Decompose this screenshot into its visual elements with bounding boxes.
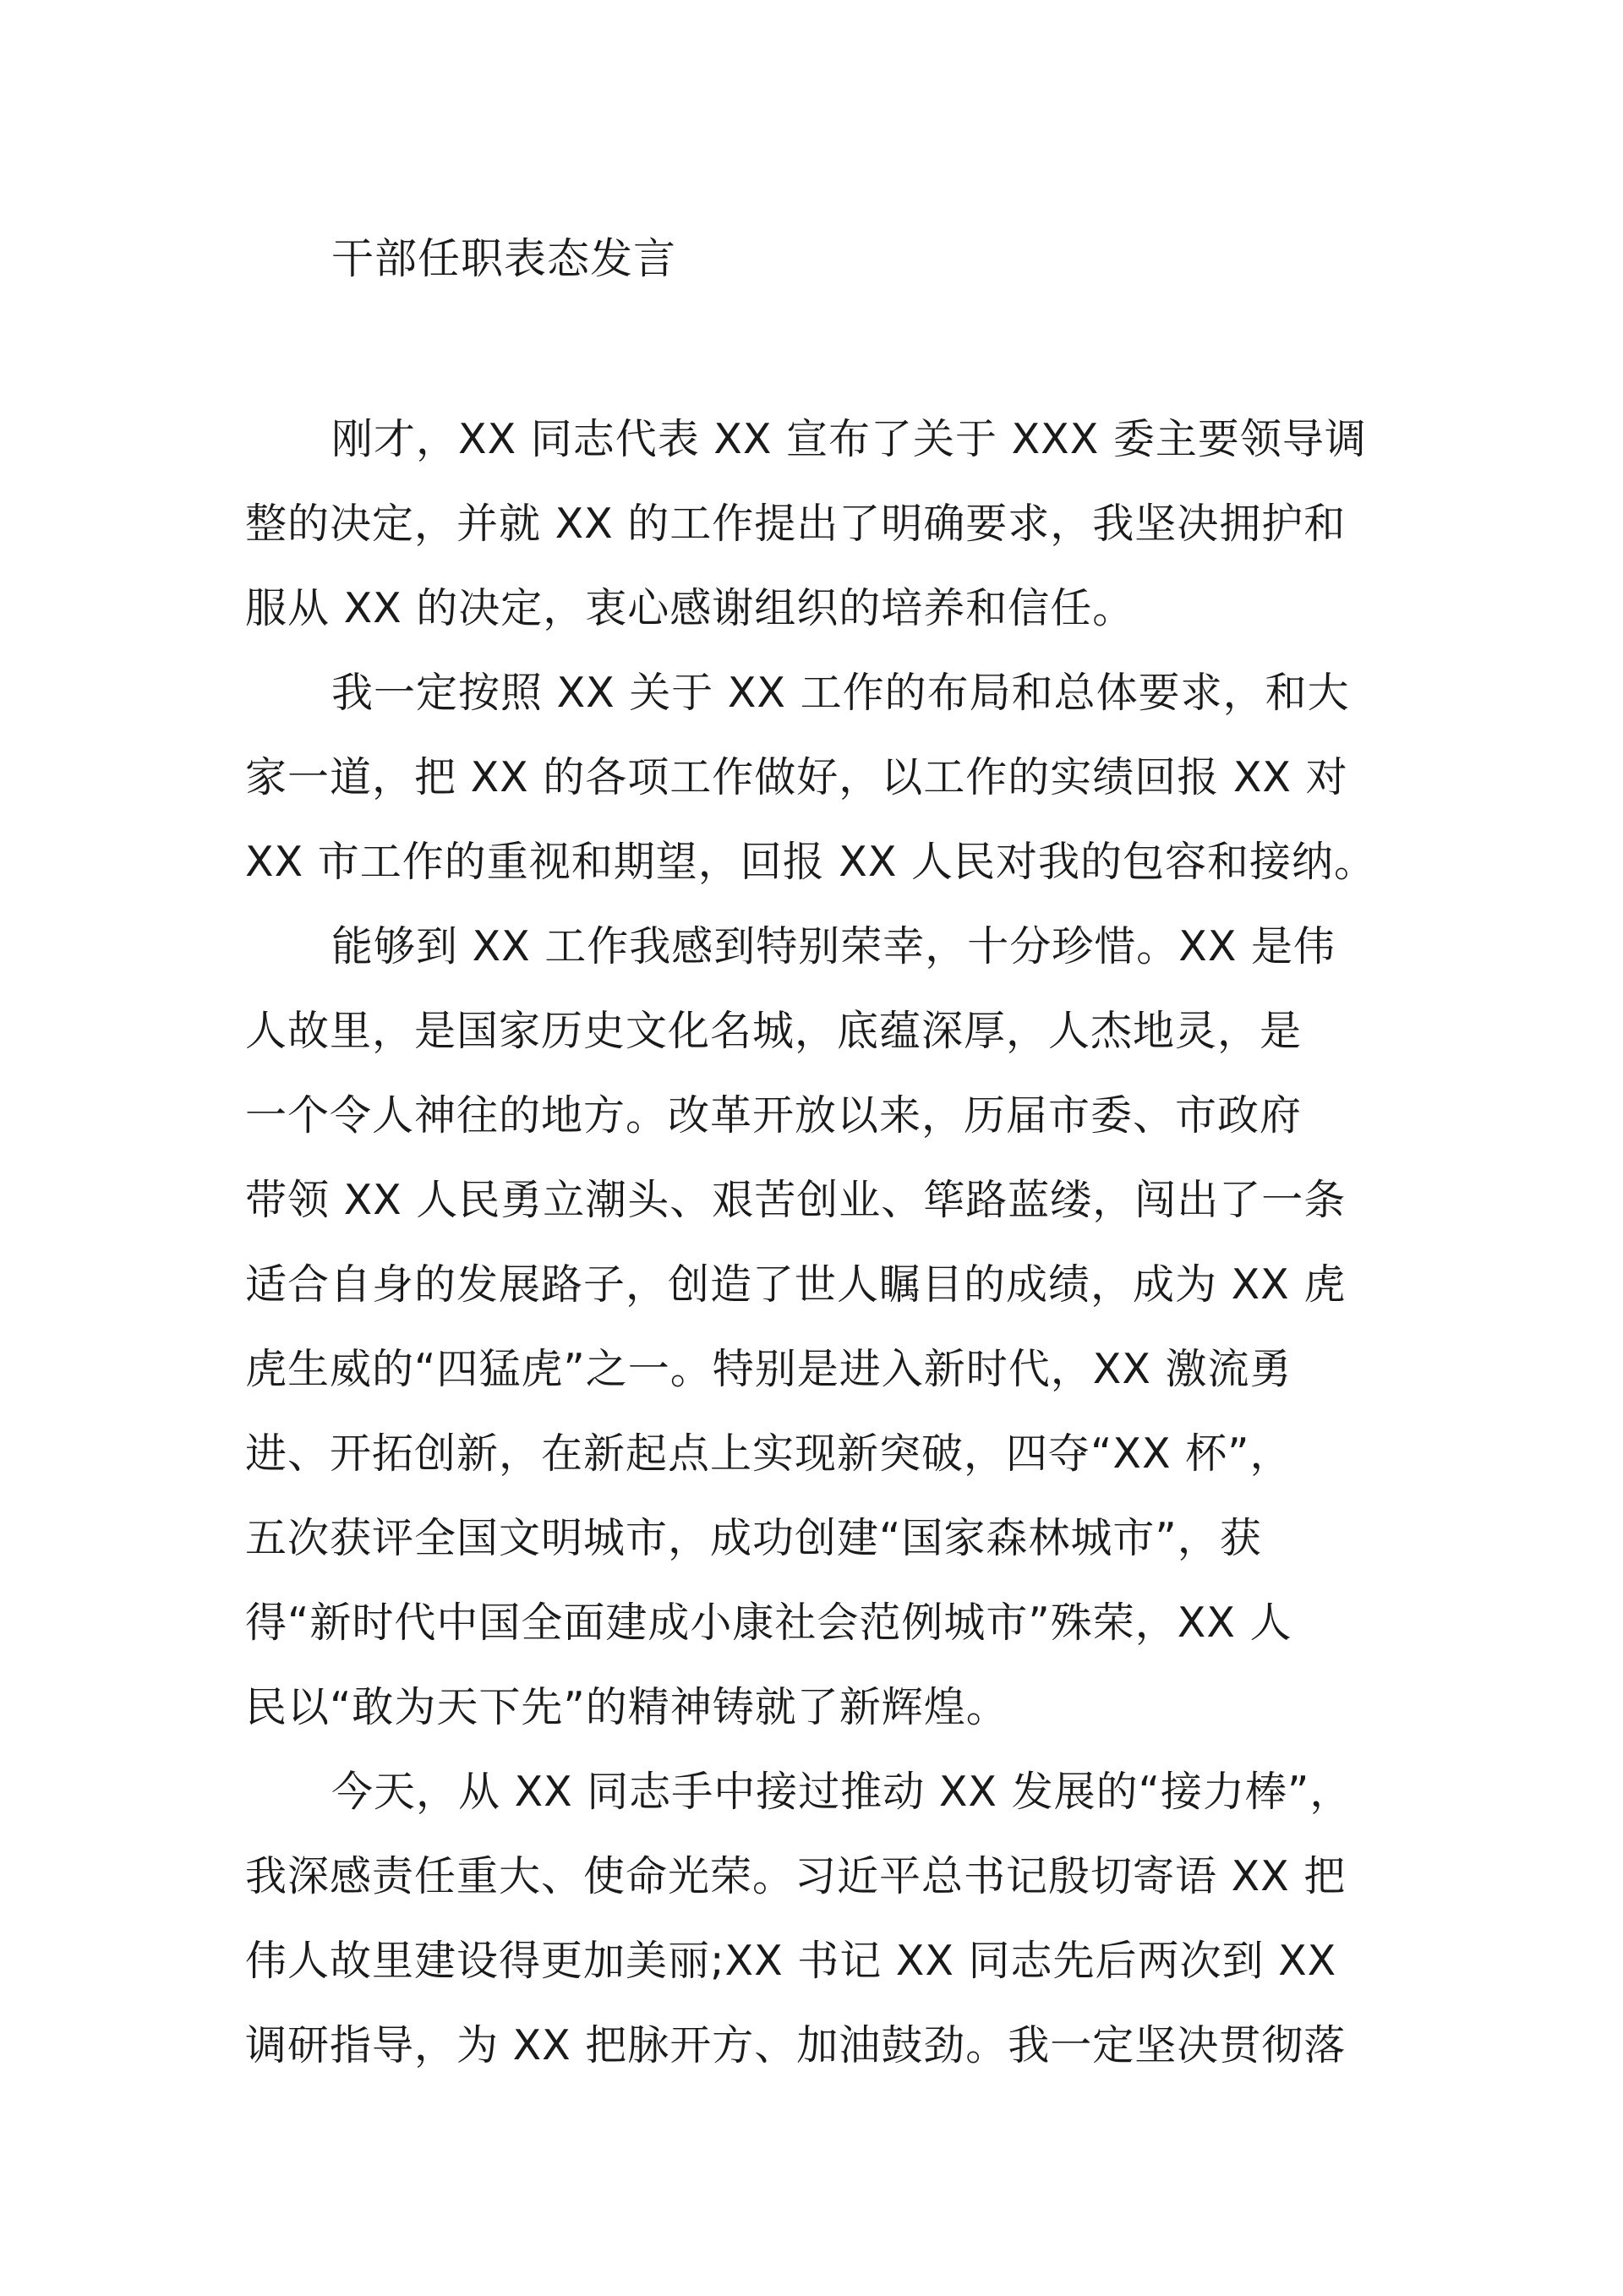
text-line: 五次获评全国文明城市，成功创建“国家森林城市”，获 bbox=[245, 1514, 1262, 1562]
text-line: 得“新时代中国全面建成小康社会范例城市”殊荣，XX 人 bbox=[245, 1599, 1292, 1647]
text-line: 调研指导，为 XX 把脉开方、加油鼓劲。我一定坚决贯彻落 bbox=[245, 2021, 1347, 2069]
text-line: 刚才，XX 同志代表 XX 宣布了关于 XXX 委主要领导调 bbox=[331, 415, 1367, 463]
text-line: 我一定按照 XX 关于 XX 工作的布局和总体要求，和大 bbox=[331, 669, 1350, 717]
paragraph-2 bbox=[245, 651, 1395, 905]
text-line: 家一道，把 XX 的各项工作做好，以工作的实绩回报 XX 对 bbox=[245, 753, 1348, 801]
text-line: 带领 XX 人民勇立潮头、艰苦创业、筚路蓝缕，闯出了一条 bbox=[245, 1176, 1347, 1224]
text-line: 适合自身的发展路子，创造了世人瞩目的成绩，成为 XX 虎 bbox=[245, 1260, 1347, 1309]
text-line: 整的决定，并就 XX 的工作提出了明确要求，我坚决拥护和 bbox=[245, 500, 1347, 548]
text-line: 一个令人神往的地方。改革开放以来，历届市委、市政府 bbox=[245, 1091, 1303, 1140]
document-body bbox=[245, 397, 1395, 2088]
text-line: 虎生威的“四猛虎”之一。特别是进入新时代，XX 激流勇 bbox=[245, 1345, 1292, 1393]
document-title: 干部任职表态发言 bbox=[331, 234, 676, 283]
text-line: 我深感责任重大、使命光荣。习近平总书记殷切寄语 XX 把 bbox=[245, 1852, 1347, 1900]
text-line: 能够到 XX 工作我感到特别荣幸，十分珍惜。XX 是伟 bbox=[331, 922, 1336, 970]
paragraph-3 bbox=[245, 905, 1395, 1750]
text-line: 伟人故里建设得更加美丽;XX 书记 XX 同志先后两次到 XX bbox=[245, 1937, 1337, 1985]
text-line: 人故里，是国家历史文化名城，底蕴深厚，人杰地灵，是 bbox=[245, 1007, 1303, 1055]
text-line: 今天，从 XX 同志手中接过推动 XX 发展的“接力棒”， bbox=[331, 1768, 1352, 1816]
text-line: 民以“敢为天下先”的精神铸就了新辉煌。 bbox=[245, 1683, 1008, 1731]
paragraph-1 bbox=[245, 397, 1395, 651]
text-line: 进、开拓创新，在新起点上实现新突破，四夺“XX 杯”， bbox=[245, 1430, 1292, 1478]
text-line: XX 市工作的重视和期望，回报 XX 人民对我的包容和接纳。 bbox=[245, 838, 1376, 886]
text-line: 服从 XX 的决定，衷心感谢组织的培养和信任。 bbox=[245, 584, 1135, 632]
paragraph-4 bbox=[245, 1750, 1395, 2088]
